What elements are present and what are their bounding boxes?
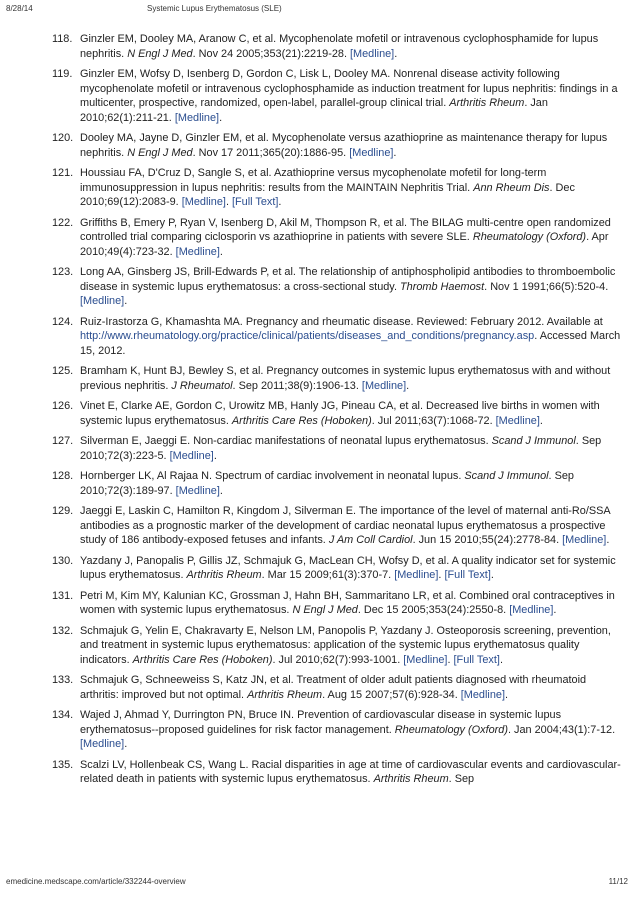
reference-text-segment: . (606, 534, 610, 546)
reference-item (52, 166, 624, 210)
reference-text (74, 758, 624, 787)
reference-text-segment: . Sep (448, 773, 475, 785)
reference-text-segment: Houssiau FA, D'Cruz D, Sangle S, et al. Azathioprine versus mycophenolate mofetil for long-term immunosuppression in lupus nephritis: results from the MAINTAIN Nephritis Trial. (80, 167, 547, 194)
reference-item (52, 504, 624, 548)
journal-name: Arthritis Care Res (Hoboken) (132, 653, 273, 666)
journal-name: N Engl J Med (292, 604, 358, 616)
reference-text-segment: . (539, 414, 543, 427)
journal-name: J Am Coll Cardiol (328, 534, 413, 546)
reference-item (52, 673, 624, 702)
reference-text (74, 315, 624, 359)
journal-name: Thromb Haemost (400, 280, 485, 293)
reference-item (52, 216, 624, 260)
reference-item (52, 32, 624, 61)
reference-item (52, 708, 624, 752)
reference-text-segment: Wajed J, Ahmad Y, Durrington PN, Bruce IN. Prevention of cardiovascular disease in systemic lupus erythematosus--proposed guidelines for risk factor management. (80, 709, 562, 736)
reference-item (52, 469, 624, 498)
journal-name: J Rheumatol (171, 379, 233, 392)
reference-number: 126. (52, 400, 74, 412)
reference-item (52, 315, 624, 359)
reference-number: 124. (52, 315, 74, 328)
reference-text-segment: Schmajuk G, Schneeweiss S, Katz JN, et al. Treatment of older adult patients diagnosed with rheumatoid arthritis: improved but not optimal. (80, 674, 587, 701)
reference-text (74, 265, 624, 309)
reference-text-segment: . Sep 2010;72(3):189-97. (80, 470, 574, 497)
reference-text-segment: Long AA, Ginsberg JS, Brill-Edwards P, et al. The relationship of antiphospholipid antibodies to thromboembolic disease in systemic lupus erythematosus: a cross-sectional study. (80, 266, 616, 293)
reference-text-segment: Ginzler EM, Dooley MA, Aranow C, et al. Mycophenolate mofetil or intravenous cyclophosphamide for lupus nephritis. (80, 33, 599, 60)
reference-text (74, 589, 624, 618)
reference-number: 123. (52, 266, 74, 278)
reference-number: 119. (52, 68, 73, 80)
reference-text (74, 434, 624, 463)
reference-item (52, 265, 624, 309)
reference-number: 133. (52, 674, 74, 686)
reference-text-segment: Hornberger LK, Al Rajaa N. Spectrum of cardiac involvement in neonatal lupus. (80, 470, 465, 482)
reference-number: 125. (52, 365, 74, 377)
reference-text (74, 554, 624, 583)
reference-text-segment: Yazdany J, Panopalis P, Gillis JZ, Schmajuk G, MacLean CH, Wofsy D, et al. A quality indicator set for systemic lupus erythematosus. (80, 554, 616, 581)
footer-page-number: 11/12 (608, 877, 628, 886)
reference-item (52, 624, 624, 668)
reference-item (52, 434, 624, 463)
reference-link[interactable]: [Medline] (350, 47, 395, 60)
reference-text-segment: Scalzi LV, Hollenbeak CS, Wang L. Racial disparities in age at time of cardiovascular events and cardiovascular-related death in patients with systemic lupus erythematosus. (80, 758, 621, 785)
footer-url: emedicine.medscape.com/article/332244-overview (6, 877, 186, 886)
journal-name: Rheumatology (Oxford) (394, 723, 508, 736)
reference-number: 128. (52, 470, 74, 482)
reference-text (74, 67, 624, 125)
reference-item (52, 364, 624, 393)
reference-text-segment: Jaeggi E, Laskin C, Hamilton R, Kingdom J, Silverman E. The importance of the level of maternal anti-Ro/SSA antibodies as a prognostic marker of the development of cardiac neonatal lupus erythematosus a prospective study of 186 antibody-exposed fetuses and infants. (80, 505, 611, 546)
reference-text (74, 504, 624, 548)
reference-text (74, 469, 624, 498)
journal-name: N Engl J Med (127, 47, 193, 60)
reference-text-segment: . (393, 146, 397, 159)
reference-text-segment: . (447, 653, 454, 666)
reference-text-segment: . (553, 604, 557, 616)
reference-text-segment: . Jul 2011;63(7):1068-72. (371, 414, 496, 427)
reference-text-segment: Petri M, Kim MY, Kalunian KC, Grossman J, Hahn BH, Sammaritano LR, et al. Combined oral contraceptives in women with systemic lupus erythematosus. (80, 589, 615, 616)
reference-item (52, 589, 624, 618)
reference-text-segment: . (490, 569, 494, 581)
reference-link[interactable]: [Full Text] (444, 569, 491, 581)
reference-text-segment: . (499, 653, 503, 666)
reference-link[interactable]: [Medline] (460, 688, 505, 701)
reference-link[interactable]: [Medline] (80, 295, 125, 307)
reference-item (52, 399, 624, 428)
reference-text-segment: . (504, 688, 509, 701)
reference-text-segment: . Dec 2010;69(12):2083-9. (80, 181, 575, 208)
reference-item (52, 131, 624, 160)
reference-text-segment: . Nov 1 1991;66(5):520-4. (484, 280, 609, 293)
reference-number: 129. (52, 505, 74, 517)
reference-number: 122. (52, 216, 74, 229)
journal-name: Arthritis Rheum (373, 773, 449, 785)
reference-link[interactable]: [Medline] (403, 653, 448, 666)
reference-text-segment: Bramham K, Hunt BJ, Bewley S, et al. Pregnancy outcomes in systemic lupus erythematosus with and without previous nephritis. (80, 365, 611, 392)
reference-text-segment: Ruiz-Irastorza G, Khamashta MA. Pregnancy and rheumatic disease. Reviewed: February 2012. Available at (80, 315, 603, 328)
reference-text-segment: . Sep 2010;72(3):223-5. (80, 435, 602, 462)
reference-text-segment: . (124, 738, 128, 750)
reference-text (74, 708, 624, 752)
reference-text-segment: . (219, 245, 223, 258)
reference-list (52, 32, 624, 793)
reference-text (74, 399, 624, 428)
reference-item (52, 758, 624, 787)
reference-text-segment: . Jul 2010;62(7):993-1001. (272, 653, 404, 666)
reference-text-segment: Schmajuk G, Yelin E, Chakravarty E, Nelson LM, Panopolis P, Yazdany J. Osteoporosis screening, prevention, and treatment in systemic lupus erythematosus: application of the systemic lupus erythematosus quality indicators. (80, 624, 611, 666)
reference-number: 127. (52, 435, 74, 447)
journal-name: N Engl J Med (127, 146, 193, 159)
journal-name: Arthritis Care Res (Hoboken) (231, 414, 372, 427)
reference-text-segment: . Nov 17 2011;365(20):1886-95. (192, 146, 350, 159)
reference-link[interactable]: [Medline] (175, 245, 220, 258)
reference-text-segment: . Jan 2004;43(1):7-12. (507, 723, 616, 736)
journal-name: Scand J Immunol (464, 470, 549, 482)
reference-text-segment: . (219, 484, 223, 497)
reference-number: 131. (52, 589, 74, 602)
reference-text-segment: Ginzler EM, Wofsy D, Isenberg D, Gordon C, Lisk L, Dooley MA. Nonrenal disease activity following mycophenolate mofetil or intravenous cyclophosphamide as induction treatment for lupus nephritis: findings in a multicenter, prospective, randomized, open-label, parallel-group clinical trial. (80, 68, 618, 109)
reference-text-segment: . Accessed March 15, 2012. (80, 330, 621, 357)
journal-name: Arthritis Rheum (186, 569, 262, 581)
reference-text (74, 673, 624, 702)
journal-name: Arthritis Rheum (449, 97, 525, 109)
reference-text (74, 624, 624, 668)
reference-number: 120. (52, 132, 74, 144)
header-date: 8/28/14 (6, 4, 33, 13)
journal-name: Rheumatology (Oxford) (472, 231, 587, 243)
reference-number: 135. (52, 758, 74, 771)
reference-text-segment: . (278, 196, 282, 208)
reference-number: 134. (52, 709, 74, 721)
reference-text-segment: . (225, 196, 232, 208)
journal-name: Ann Rheum Dis (473, 181, 550, 194)
reference-text-segment: . (438, 569, 445, 581)
reference-text-segment: . Nov 24 2005;353(21):2219-28. (192, 47, 351, 60)
reference-text (74, 166, 624, 210)
reference-link[interactable]: [Medline] (495, 414, 540, 427)
reference-text (74, 216, 624, 260)
reference-text-segment: . Apr 2010;49(4):723-32. (80, 231, 609, 258)
reference-link[interactable]: [Full Text] (453, 653, 500, 666)
reference-item (52, 554, 624, 583)
reference-link[interactable]: [Medline] (175, 484, 220, 497)
reference-link[interactable]: [Medline] (181, 196, 226, 208)
reference-number: 118. (52, 33, 73, 45)
reference-text-segment: . (219, 111, 223, 124)
reference-text-segment: . Sep 2011;38(9):1906-13. (232, 379, 362, 392)
reference-link[interactable]: [Full Text] (232, 196, 279, 208)
reference-link[interactable]: [Medline] (509, 604, 554, 616)
reference-text (74, 364, 624, 393)
journal-name: Scand J Immunol (491, 435, 576, 447)
reference-text-segment: Griffiths B, Emery P, Ryan V, Isenberg D, Akil M, Thompson R, et al. The BILAG multi-centre open randomized controlled trial comparing ciclosporin vs azathioprine in patients with severe SLE. (80, 216, 611, 243)
reference-text (74, 131, 624, 160)
reference-link[interactable]: http://www.rheumatology.org/practice/clinical/patients/diseases_and_conditions/pregnancy.asp (80, 330, 535, 342)
reference-link[interactable]: [Medline] (562, 534, 607, 546)
reference-number: 132. (52, 624, 74, 637)
reference-text-segment: . (213, 449, 217, 462)
reference-text-segment: . (394, 47, 398, 60)
reference-text-segment: . Dec 15 2005;353(24):2550-8. (357, 604, 510, 616)
reference-link[interactable]: [Medline] (169, 449, 214, 462)
header-title: Systemic Lupus Erythematosus (SLE) (147, 4, 282, 13)
reference-link[interactable]: [Medline] (174, 111, 220, 124)
reference-text-segment: . Mar 15 2009;61(3):370-7. (261, 569, 395, 581)
reference-text-segment: . Aug 15 2007;57(6):928-34. (322, 688, 461, 701)
reference-link[interactable]: [Medline] (80, 738, 125, 750)
reference-text-segment: . Jan 2010;62(1):211-21. (80, 97, 548, 124)
reference-number: 130. (52, 554, 74, 567)
reference-link[interactable]: [Medline] (349, 146, 394, 159)
reference-link[interactable]: [Medline] (394, 569, 439, 581)
reference-text-segment: . Jun 15 2010;55(24):2778-84. (412, 534, 563, 546)
journal-name: Arthritis Rheum (247, 688, 323, 701)
reference-item (52, 67, 624, 125)
reference-number: 121. (52, 167, 74, 179)
reference-link[interactable]: [Medline] (361, 379, 407, 392)
reference-text-segment: Silverman E, Jaeggi E. Non-cardiac manifestations of neonatal lupus erythematosus. (80, 435, 492, 447)
reference-text (74, 32, 624, 61)
reference-text-segment: . (406, 379, 410, 392)
reference-text-segment: Dooley MA, Jayne D, Ginzler EM, et al. Mycophenolate versus azathioprine as maintenance therapy for lupus nephritis. (80, 132, 608, 159)
reference-text-segment: . (124, 295, 128, 307)
reference-text-segment: Vinet E, Clarke AE, Gordon C, Urowitz MB, Hanly JG, Pineau CA, et al. Decreased live births in women with systemic lupus erythematosus. (80, 400, 600, 427)
